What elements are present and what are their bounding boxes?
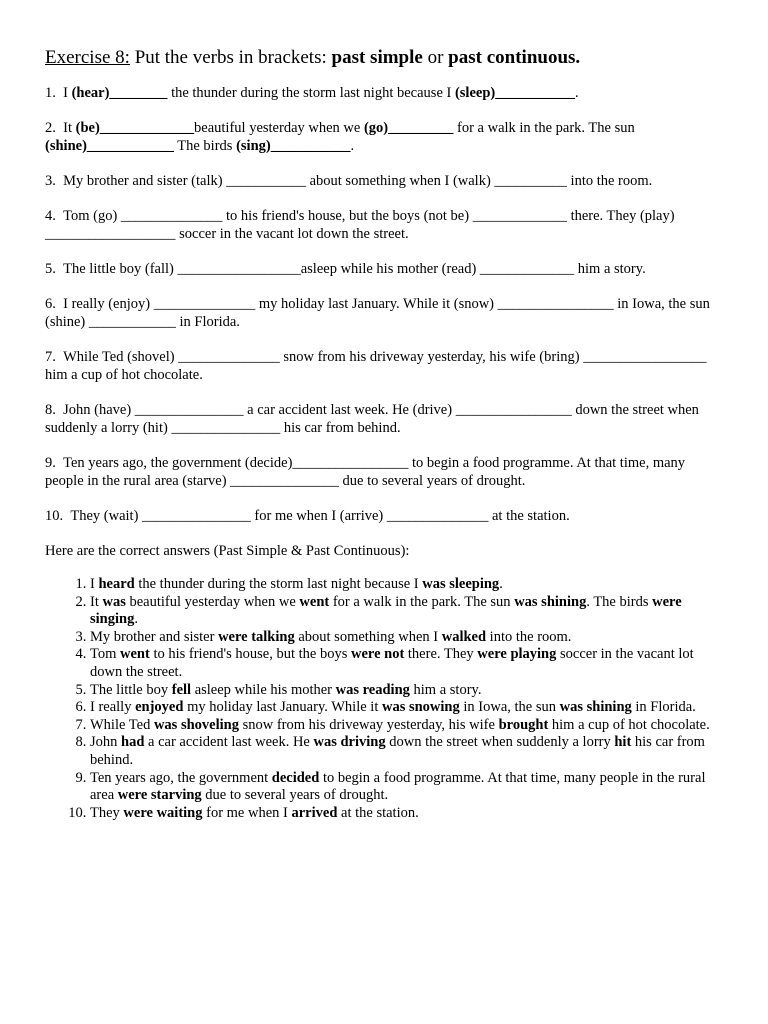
bold-verb: was shining: [559, 699, 632, 716]
question-item: [45, 84, 725, 102]
sentence-text: Tom (go) ______________ to his friend's house, but the boys (not be) _____________ there. They (play) __________________ soccer in the vacant lot down the street.: [45, 208, 675, 242]
answer-list: [45, 576, 725, 822]
question-number: 9.: [45, 455, 56, 471]
sentence-text: for me when I: [202, 804, 292, 821]
sentence-text: The birds: [173, 138, 237, 154]
answer-item: [90, 770, 725, 805]
sentence-text: due to several years of drought.: [201, 787, 389, 804]
sentence-text: to begin a food programme. At that time, many people in the rural area: [90, 769, 706, 804]
sentence-text: soccer in the vacant lot down the street.: [90, 646, 694, 680]
sentence-text: for a walk in the park. The sun: [329, 593, 515, 610]
answer-item: [90, 717, 725, 735]
question-item: [45, 454, 725, 490]
sentence-text: I: [63, 85, 72, 101]
sentence-text: I really (enjoy) ______________ my holiday last January. While it (snow) ________________ in Iowa, the sun (shine) ____________ in Florida.: [45, 296, 710, 330]
sentence-text: .: [350, 138, 355, 154]
sentence-text: While Ted (shovel) ______________ snow from his driveway yesterday, his wife (bring) _________________ him a cup of hot chocolate.: [45, 349, 707, 383]
bold-verb: hit: [614, 734, 632, 751]
question-number: 5.: [45, 261, 56, 277]
instruction-text: Put the verbs in brackets:: [129, 47, 332, 68]
question-number: 8.: [45, 402, 56, 418]
question-item: [45, 401, 725, 437]
bold-verb: (hear)________: [71, 85, 168, 101]
question-item: [45, 207, 725, 243]
sentence-text: into the room.: [486, 628, 572, 645]
sentence-text: The little boy: [90, 681, 172, 698]
bold-verb: (sing)___________: [236, 138, 351, 154]
sentence-text: his car from behind.: [90, 734, 705, 768]
sentence-text: They (wait) _______________ for me when I (arrive) ______________ at the station.: [70, 508, 570, 524]
bold-verb: went: [120, 646, 150, 663]
bold-verb: (shine)____________: [45, 138, 174, 154]
instruction-bold-past-simple: past simple: [331, 47, 423, 68]
sentence-text: It: [90, 593, 103, 610]
sentence-text: for a walk in the park. The sun: [453, 120, 635, 136]
answer-item: [90, 629, 725, 647]
question-number: 4.: [45, 208, 56, 224]
sentence-text: in Florida.: [631, 699, 696, 716]
sentence-text: While Ted: [90, 716, 154, 733]
bold-verb: fell: [171, 681, 192, 698]
question-item: [45, 295, 725, 331]
bold-verb: enjoyed: [135, 699, 184, 716]
sentence-text: .: [134, 611, 138, 628]
instruction-or: or: [422, 47, 449, 68]
answer-item: [90, 682, 725, 700]
bold-verb: was snowing: [381, 699, 460, 716]
sentence-text: him a story.: [409, 681, 482, 698]
answer-item: [90, 646, 725, 681]
sentence-text: The little boy (fall) _________________asleep while his mother (read) _____________ him a story.: [63, 261, 646, 277]
sentence-text: My brother and sister: [90, 628, 219, 645]
bold-verb: (go)_________: [363, 120, 454, 136]
sentence-text: asleep while his mother: [191, 681, 336, 698]
answer-item: [90, 734, 725, 769]
bold-verb: was reading: [335, 681, 410, 698]
answer-item: [90, 805, 725, 823]
bold-verb: was: [102, 593, 126, 610]
bold-verb: was shoveling: [153, 716, 239, 733]
question-number: 7.: [45, 349, 56, 365]
question-number: 10.: [45, 508, 64, 524]
sentence-text: about something when I: [294, 628, 442, 645]
sentence-text: him a cup of hot chocolate.: [548, 716, 710, 733]
exercise-label: Exercise 8:: [45, 47, 130, 68]
sentence-text: It: [63, 120, 76, 136]
question-item: [45, 260, 725, 278]
question-item: [45, 348, 725, 384]
bold-verb: were playing: [477, 646, 557, 663]
question-item: [45, 119, 725, 155]
sentence-text: I really: [90, 699, 136, 716]
bold-verb: was driving: [313, 734, 386, 751]
bold-verb: were waiting: [123, 804, 203, 821]
sentence-text: my holiday last January. While it: [183, 699, 382, 716]
sentence-text: .: [574, 85, 579, 101]
bold-verb: heard: [98, 576, 135, 592]
bold-verb: were not: [350, 646, 405, 663]
bold-verb: decided: [271, 769, 320, 786]
bold-verb: was shining: [514, 593, 587, 610]
sentence-text: at the station.: [337, 804, 419, 821]
sentence-text: the thunder during the storm last night because I: [167, 85, 455, 101]
answer-item: [90, 576, 725, 594]
answer-item: [90, 594, 725, 629]
bold-verb: (sleep)___________: [454, 85, 575, 101]
sentence-text: Ten years ago, the government (decide)________________ to begin a food programme. At that time, many people in the rural area (starve) _______________ due to several years of drought.: [45, 455, 686, 489]
sentence-text: there. They: [404, 646, 478, 663]
sentence-text: I: [90, 576, 99, 592]
question-number: 3.: [45, 173, 56, 189]
bold-verb: had: [121, 734, 145, 751]
question-number: 2.: [45, 120, 56, 136]
bold-verb: walked: [441, 628, 487, 645]
question-item: [45, 172, 725, 190]
sentence-text: Tom: [90, 646, 120, 663]
sentence-text: snow from his driveway yesterday, his wife: [238, 716, 499, 733]
sentence-text: to his friend's house, but the boys: [149, 646, 351, 663]
sentence-text: Ten years ago, the government: [90, 769, 272, 786]
bold-verb: arrived: [291, 804, 338, 821]
bold-verb: was sleeping: [422, 576, 500, 592]
sentence-text: .: [499, 576, 503, 592]
bold-verb: went: [299, 593, 330, 610]
sentence-text: down the street when suddenly a lorry: [385, 734, 615, 751]
sentence-text: the thunder during the storm last night because I: [134, 576, 423, 592]
question-list: [45, 84, 725, 525]
sentence-text: My brother and sister (talk) ___________ about something when I (walk) __________ into the room.: [63, 173, 653, 189]
question-number: 6.: [45, 296, 56, 312]
sentence-text: John (have) _______________ a car accident last week. He (drive) ________________ down the street when suddenly a lorry (hit) _______________ his car from behind.: [45, 402, 699, 436]
answers-intro: Here are the correct answers (Past Simple & Past Continuous):: [45, 543, 410, 559]
worksheet-page: [45, 44, 725, 822]
sentence-text: They: [90, 804, 124, 821]
question-item: [45, 507, 725, 525]
sentence-text: in Iowa, the sun: [459, 699, 560, 716]
question-number: 1.: [45, 85, 56, 101]
exercise-title: [45, 44, 725, 72]
sentence-text: a car accident last week. He: [144, 734, 314, 751]
bold-verb: (be)_____________: [75, 120, 195, 136]
instruction-bold-past-continuous: past continuous.: [448, 47, 581, 68]
bold-verb: brought: [498, 716, 549, 733]
bold-verb: were talking: [218, 628, 295, 645]
bold-verb: were singing: [90, 593, 682, 628]
sentence-text: beautiful yesterday when we: [194, 120, 364, 136]
sentence-text: beautiful yesterday when we: [125, 593, 300, 610]
answer-item: [90, 699, 725, 717]
bold-verb: were starving: [117, 787, 202, 804]
sentence-text: . The birds: [586, 593, 653, 610]
sentence-text: John: [90, 734, 122, 751]
